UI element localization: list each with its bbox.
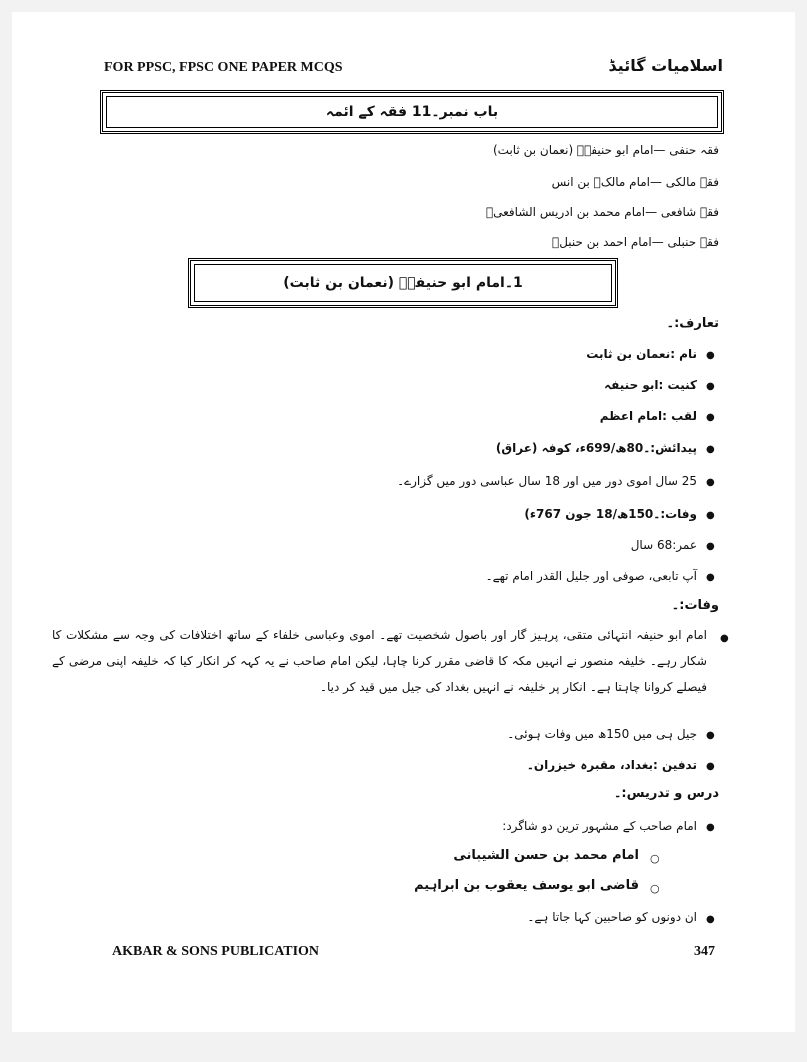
chapter-title-box xyxy=(100,90,724,134)
death-item: تدفین :بغداد، مقبرہ خیزران۔ xyxy=(526,758,697,772)
death-paragraph: امام ابو حنیفہ انتہائی متقی، پرہیز گار اور باصول شخصیت تھے۔ اموی وعباسی خلفاء کے ساتھ اختلافات کی وجہ سے مشکلات کا شکار رہے۔ خلیفہ منصور نے انہیں مکہ کا قاضی مقرر کرنا چاہا، لیکن امام صاحب نے یہ کہہ کر انکار کیا کہ خلیفہ اپنی مرضی کے فیصلے کروانا چاہتا ہے۔ انکار پر خلیفہ نے انہیں بغداد کی جیل میں قید کر دیا۔ xyxy=(52,628,707,694)
bullet-icon: ● xyxy=(706,412,715,423)
intro-item: لقب :امام اعظم xyxy=(599,409,697,423)
intro-item: آپ تابعی، صوفی اور جلیل القدر امام تھے۔ xyxy=(485,569,697,583)
bullet-icon: ● xyxy=(706,914,715,925)
intro-item: عمر:68 سال xyxy=(630,538,697,552)
teaching-item: امام صاحب کے مشہور ترین دو شاگرد: xyxy=(502,819,697,833)
fiqh-line: فقہ شافعی —امام محمد بن ادریس الشافعیؒ xyxy=(485,205,719,219)
death-item: جیل ہی میں 150ھ میں وفات ہوئی۔ xyxy=(507,727,697,741)
teaching-heading: درس و تدریس:۔ xyxy=(613,786,719,801)
fiqh-line: فقہ حنبلی —امام احمد بن حنبلؒ xyxy=(552,235,719,249)
intro-item: پیدائش:۔80ھ/699ء، کوفہ (عراق) xyxy=(495,441,697,455)
fiqh-line: فقہ مالکی —امام مالکؒ بن انس xyxy=(551,175,719,189)
document-page xyxy=(12,12,795,1032)
bullet-icon: ● xyxy=(706,541,715,552)
section-title-box xyxy=(188,258,618,308)
circle-bullet-icon: ○ xyxy=(650,852,660,865)
bullet-icon: ● xyxy=(706,572,715,583)
teaching-last-item: ان دونوں کو صاحبین کہا جاتا ہے۔ xyxy=(527,910,697,924)
bullet-icon: ● xyxy=(706,510,715,521)
bullet-icon: ● xyxy=(706,761,715,772)
death-heading: وفات:۔ xyxy=(671,598,719,613)
student-name: قاضی ابو یوسف یعقوب بن ابراہیم xyxy=(414,878,639,893)
bullet-icon: ● xyxy=(706,444,715,455)
bullet-icon: ● xyxy=(706,350,715,361)
fiqh-line: فقہ حنفی —امام ابو حنیفہؒ (نعمان بن ثابت) xyxy=(493,143,719,157)
intro-heading: تعارف:۔ xyxy=(666,316,719,331)
intro-item: وفات:۔150ھ/18 جون 767ء) xyxy=(524,507,697,521)
bullet-icon: ● xyxy=(720,633,729,644)
footer-publisher: AKBAR & SONS PUBLICATION xyxy=(112,944,320,959)
bullet-icon: ● xyxy=(706,730,715,741)
chapter-title: باب نمبر۔11 فقہ کے ائمہ xyxy=(325,104,499,120)
bullet-icon: ● xyxy=(706,822,715,833)
intro-item: کنیت :ابو حنیفہ xyxy=(604,378,697,392)
section-title: 1۔امام ابو حنیفہؒ (نعمان بن ثابت) xyxy=(283,275,523,291)
intro-item: نام :نعمان بن ثابت xyxy=(586,347,697,361)
bullet-icon: ● xyxy=(706,381,715,392)
header-right: اسلامیات گائیڈ xyxy=(608,56,723,75)
student-name: امام محمد بن حسن الشیبانی xyxy=(453,848,639,863)
page-number: 347 xyxy=(694,944,715,959)
circle-bullet-icon: ○ xyxy=(650,882,660,895)
header-left: FOR PPSC, FPSC ONE PAPER MCQS xyxy=(104,60,343,75)
bullet-icon: ● xyxy=(706,477,715,488)
intro-item: 25 سال اموی دور میں اور 18 سال عباسی دور میں گزارے۔ xyxy=(397,474,697,488)
